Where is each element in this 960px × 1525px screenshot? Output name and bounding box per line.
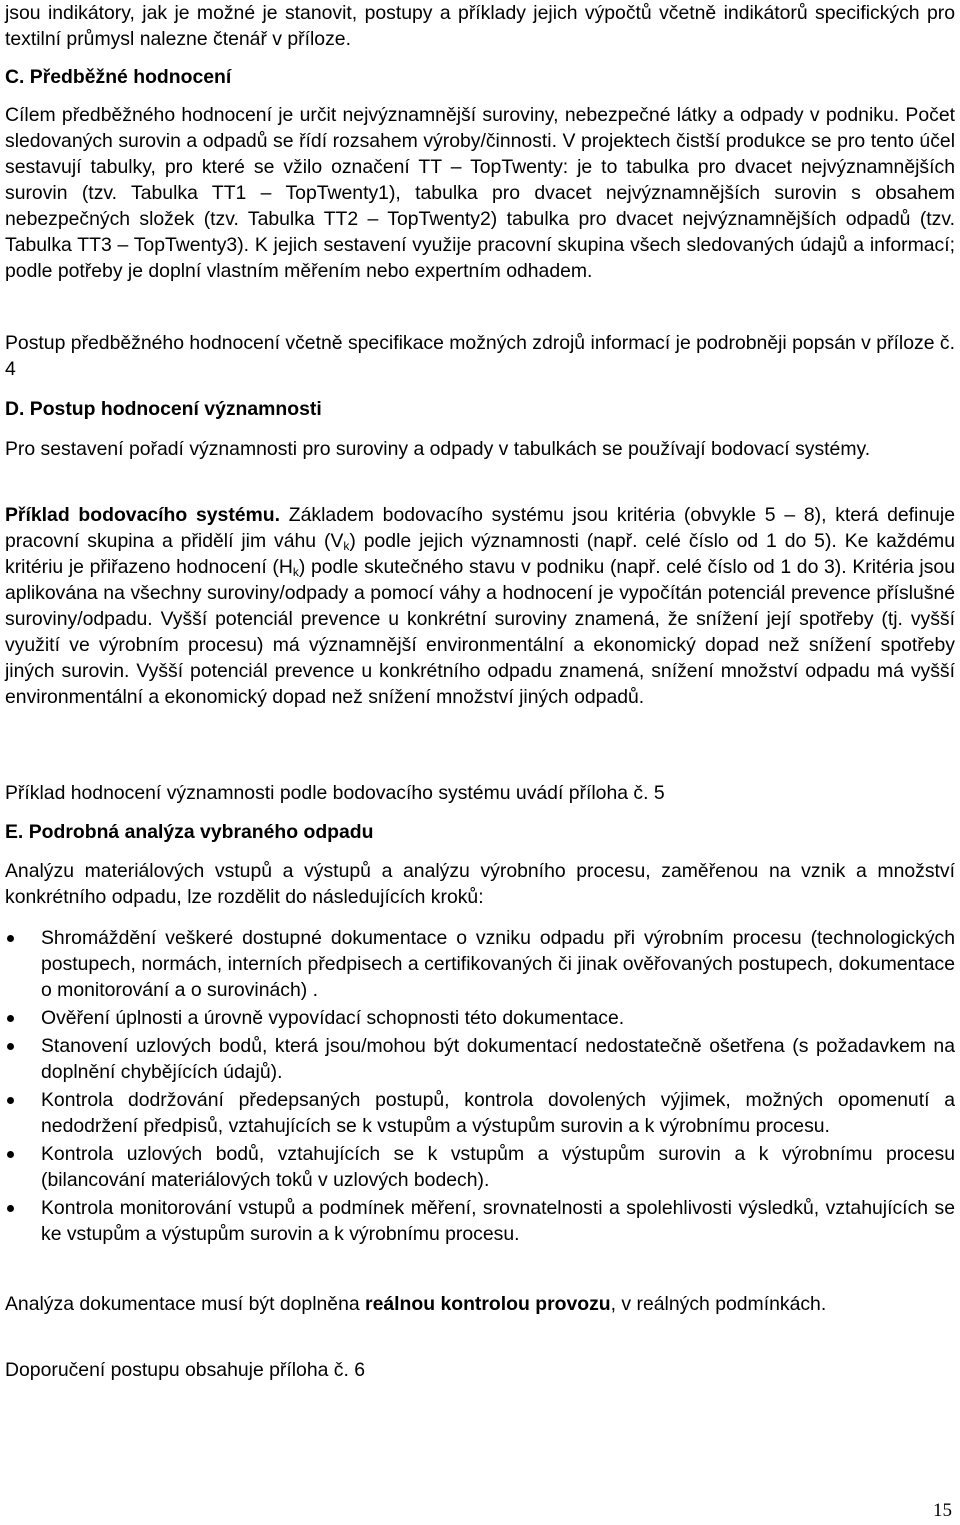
bullet-icon [7, 1043, 14, 1050]
section-e-paragraph-3: Doporučení postupu obsahuje příloha č. 6 [5, 1359, 366, 1381]
list-item-text: Stanovení uzlových bodů, která jsou/mohou být dokumentací nedostatečně ošetřena (s požadavkem na doplnění chybějících údajů). [41, 1035, 955, 1083]
weight-subscript: k [343, 539, 350, 553]
section-c-paragraph-2: Postup předběžného hodnocení včetně specifikace možných zdrojů informací je podrobněji popsán v příloze č. 4 [5, 332, 955, 380]
list-item-text: Kontrola uzlových bodů, vztahujících se k vstupům a výstupům surovin a k výrobnímu procesu (bilancování materiálových toků v uzlových bodech). [41, 1143, 955, 1191]
list-item-text: Ověření úplnosti a úrovně vypovídací schopnosti této dokumentace. [41, 1007, 625, 1029]
page-number: 15 [933, 1500, 952, 1521]
example-label: Příklad bodovacího systému. [5, 504, 281, 526]
bullet-icon [7, 1151, 14, 1158]
example-text-a: Základem bodovacího systému jsou kritéria (obvykle 5 – 8), která definuje pracovní skupina a přidělí jim váhu (V [5, 504, 955, 552]
section-c-paragraph-1: Cílem předběžného hodnocení je určit nejvýznamnější suroviny, nebezpečné látky a odpady v podniku. Počet sledovaných surovin a odpadů se řídí rozsahem výroby/činnosti. V projektech čistší produkce se pro tento účel sestavují tabulky, pro které se vžilo označení TT – TopTwenty: je to tabulka pro dvacet nejvýznamnějších surovin (tzv. Tabulka TT1 – TopTwenty1), tabulka pro dvacet nejvýznamnějších surovin s obsahem nebezpečných složek (tzv. Tabulka TT2 – TopTwenty2) tabulka pro dvacet nejvýznamnějších odpadů (tzv. Tabulka TT3 – TopTwenty3). K jejich sestavení využije pracovní skupina všech sledovaných údajů a informací; podle potřeby je doplní vlastním měřením nebo expertním odhadem. [5, 104, 955, 282]
intro-paragraph: jsou indikátory, jak je možné je stanovit, postupy a příklady jejich výpočtů včetně indikátorů specifických pro textilní průmysl nalezne čtenář v příloze. [5, 2, 955, 50]
section-d-paragraph-1: Pro sestavení pořadí významnosti pro suroviny a odpady v tabulkách se používají bodovací systémy. [5, 438, 871, 460]
section-e-heading: E. Podrobná analýza vybraného odpadu [5, 821, 374, 843]
list-item [5, 1087, 955, 1139]
list-item-text: Kontrola dodržování předepsaných postupů, kontrola dovolených výjimek, možných opomenutí a nedodržení předpisů, vztahujících se k vstupům a výstupům surovin a k výrobnímu procesu. [41, 1089, 955, 1137]
bullet-icon [7, 1097, 14, 1104]
analysis-bold: reálnou kontrolou provozu [365, 1293, 611, 1315]
section-d-heading: D. Postup hodnocení významnosti [5, 398, 322, 420]
section-e-paragraph-2 [5, 1291, 955, 1317]
rating-subscript: k [292, 565, 299, 579]
list-item [5, 925, 955, 1003]
section-d-paragraph-3: Příklad hodnocení významnosti podle bodovacího systému uvádí příloha č. 5 [5, 782, 665, 804]
section-e-paragraph-1: Analýzu materiálových vstupů a výstupů a analýzu výrobního procesu, zaměřenou na vznik a množství konkrétního odpadu, lze rozdělit do následujících kroků: [5, 860, 955, 908]
analysis-text-b: , v reálných podmínkách. [610, 1293, 827, 1315]
list-item-text: Kontrola monitorování vstupů a podmínek měření, srovnatelnosti a spolehlivosti výsledků, vztahujících se ke vstupům a výstupům surovin a k výrobnímu procesu. [41, 1197, 955, 1245]
bullet-icon [7, 1205, 14, 1212]
list-item [5, 1005, 955, 1031]
analysis-text-a: Analýza dokumentace musí být doplněna [5, 1293, 366, 1315]
list-item [5, 1195, 955, 1247]
bullet-icon [7, 935, 14, 942]
list-item [5, 1033, 955, 1085]
bullet-icon [7, 1015, 14, 1022]
example-text-c: ) podle skutečného stavu v podniku (např. celé číslo od 1 do 3). Kritéria jsou aplikována na všechny suroviny/odpady a pomocí váhy a hodnocení je vypočítán potenciál prevence příslušné suroviny/odpadu. Vyšší potenciál prevence u konkrétní suroviny znamená, že snížení její spotřeby (tj. vyšší využití ve výrobním procesu) má významnější environmentální a ekonomický dopad než snížení spotřeby jiných surovin. Vyšší potenciál prevence u konkrétního odpadu znamená, snížení množství odpadu má vyšší environmentální a ekonomický dopad než snížení množství jiných odpadů. [5, 556, 955, 708]
steps-list [5, 925, 955, 1249]
section-c-heading-text: C. Předběžné hodnocení [5, 66, 232, 88]
section-c-heading [5, 64, 231, 90]
example-text-b: ) podle jejich významnosti (např. celé číslo od 1 do 5). Ke každému kritériu je přiřazeno hodnocení (H [5, 530, 955, 578]
list-item-text: Shromáždění veškeré dostupné dokumentace o vzniku odpadu při výrobním procesu (technologických postupech, normách, interních předpisech a certifikovaných či jinak ověřovaných postupech, dokumentace o monitorování a o surovinách) . [41, 927, 955, 1001]
section-d-paragraph-2 [5, 502, 955, 710]
list-item [5, 1141, 955, 1193]
